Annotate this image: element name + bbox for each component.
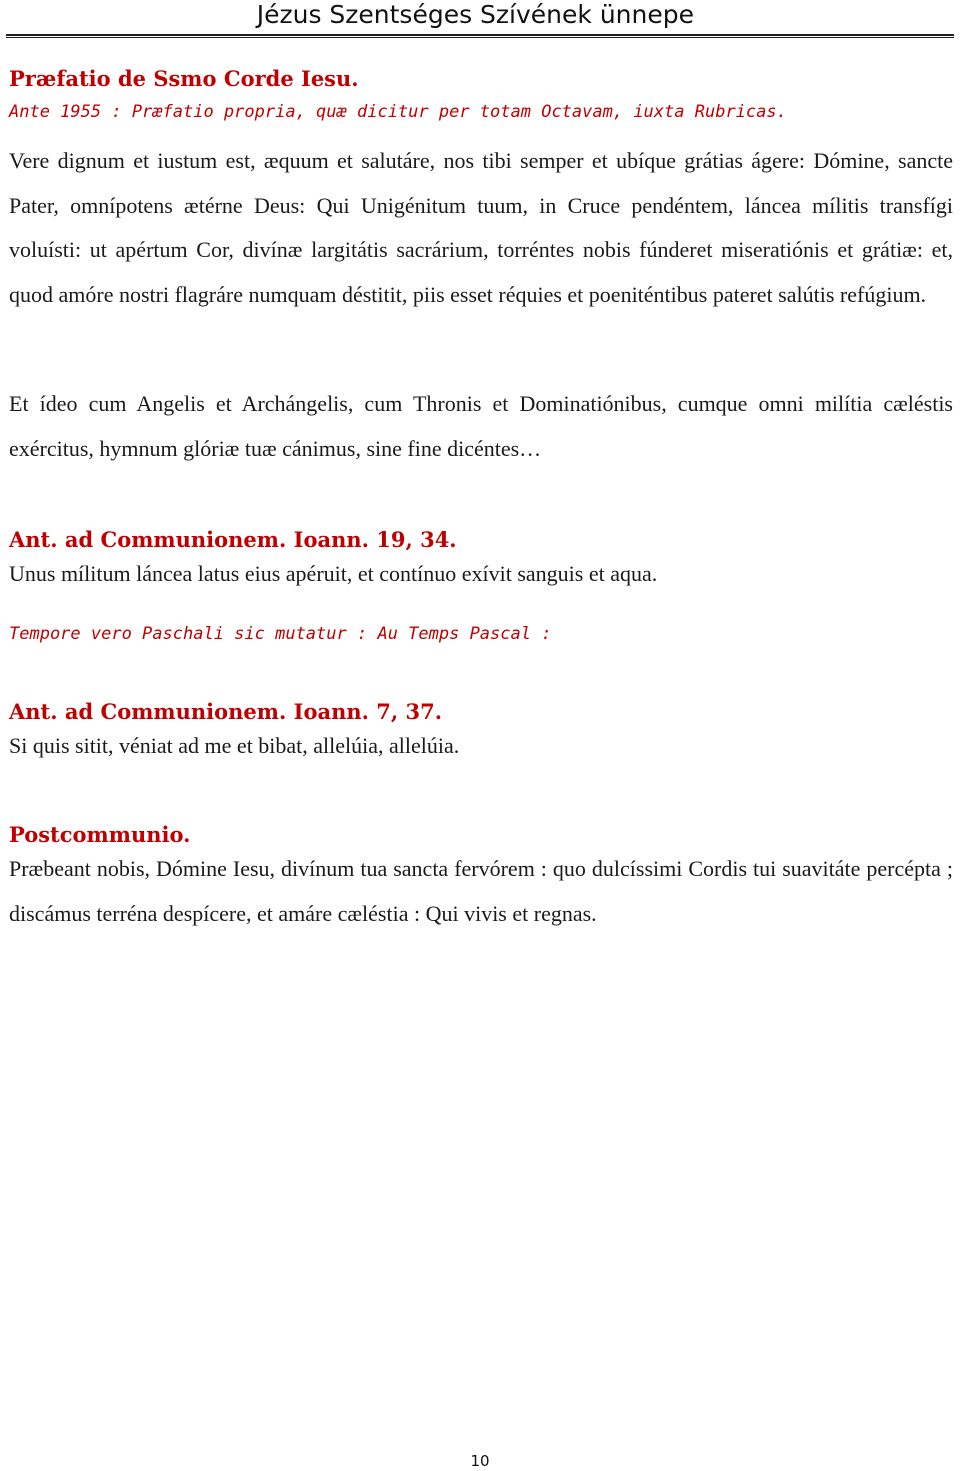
page-number: 10 <box>470 1452 490 1470</box>
header-rule <box>6 34 954 36</box>
communion-2-text: Si quis sitit, véniat ad me et bibat, allelúia, allelúia. <box>9 733 460 758</box>
postcommunion-heading: Postcommunio. <box>9 822 191 847</box>
paschal-rubric: Tempore vero Paschali sic mutatur : Au Temps Pascal : <box>9 624 552 644</box>
communion-1-text: Unus mílitum láncea latus eius apéruit, et contínuo exívit sanguis et aqua. <box>9 561 658 586</box>
postcommunion-text: Præbeant nobis, Dómine Iesu, divínum tua sancta fervórem : quo dulcíssimi Cordis tui suavitáte percépta ; discámus terréna despícere, et amáre cæléstia : Qui vivis et regnas. <box>9 856 953 926</box>
communion-2-heading: Ant. ad Communionem. Ioann. 7, 37. <box>9 699 443 724</box>
running-header-title: Jézus Szentséges Szívének ünnepe <box>256 0 694 29</box>
preface-paragraph-2: Et ídeo cum Angelis et Archángelis, cum Thronis et Dominatiónibus, cumque omni milítia cæléstis exércitus, hymnum glóriæ tuæ cánimus, sine fine dicéntes… <box>9 391 953 461</box>
preface-paragraph-1: Vere dignum et iustum est, æquum et salutáre, nos tibi semper et ubíque grátias ágere: Dómine, sancte Pater, omnípotens ætérne Deus: Qui Unigénitum tuum, in Cruce pendéntem, láncea mílitis transfígi voluísti: ut apértum Cor, divínæ largitátis sacrárium, torréntes nobis fúnderet miseratiónis et grátiæ: et, quod amóre nostri flagráre numquam déstitit, piis esset réquies et poeniténtibus pateret salútis refúgium. <box>9 148 953 307</box>
preface-heading: Præfatio de Ssmo Corde Iesu. <box>9 66 359 91</box>
communion-1-heading: Ant. ad Communionem. Ioann. 19, 34. <box>9 527 457 552</box>
preface-rubric: Ante 1955 : Præfatio propria, quæ dicitur per totam Octavam, iuxta Rubricas. <box>9 102 787 122</box>
